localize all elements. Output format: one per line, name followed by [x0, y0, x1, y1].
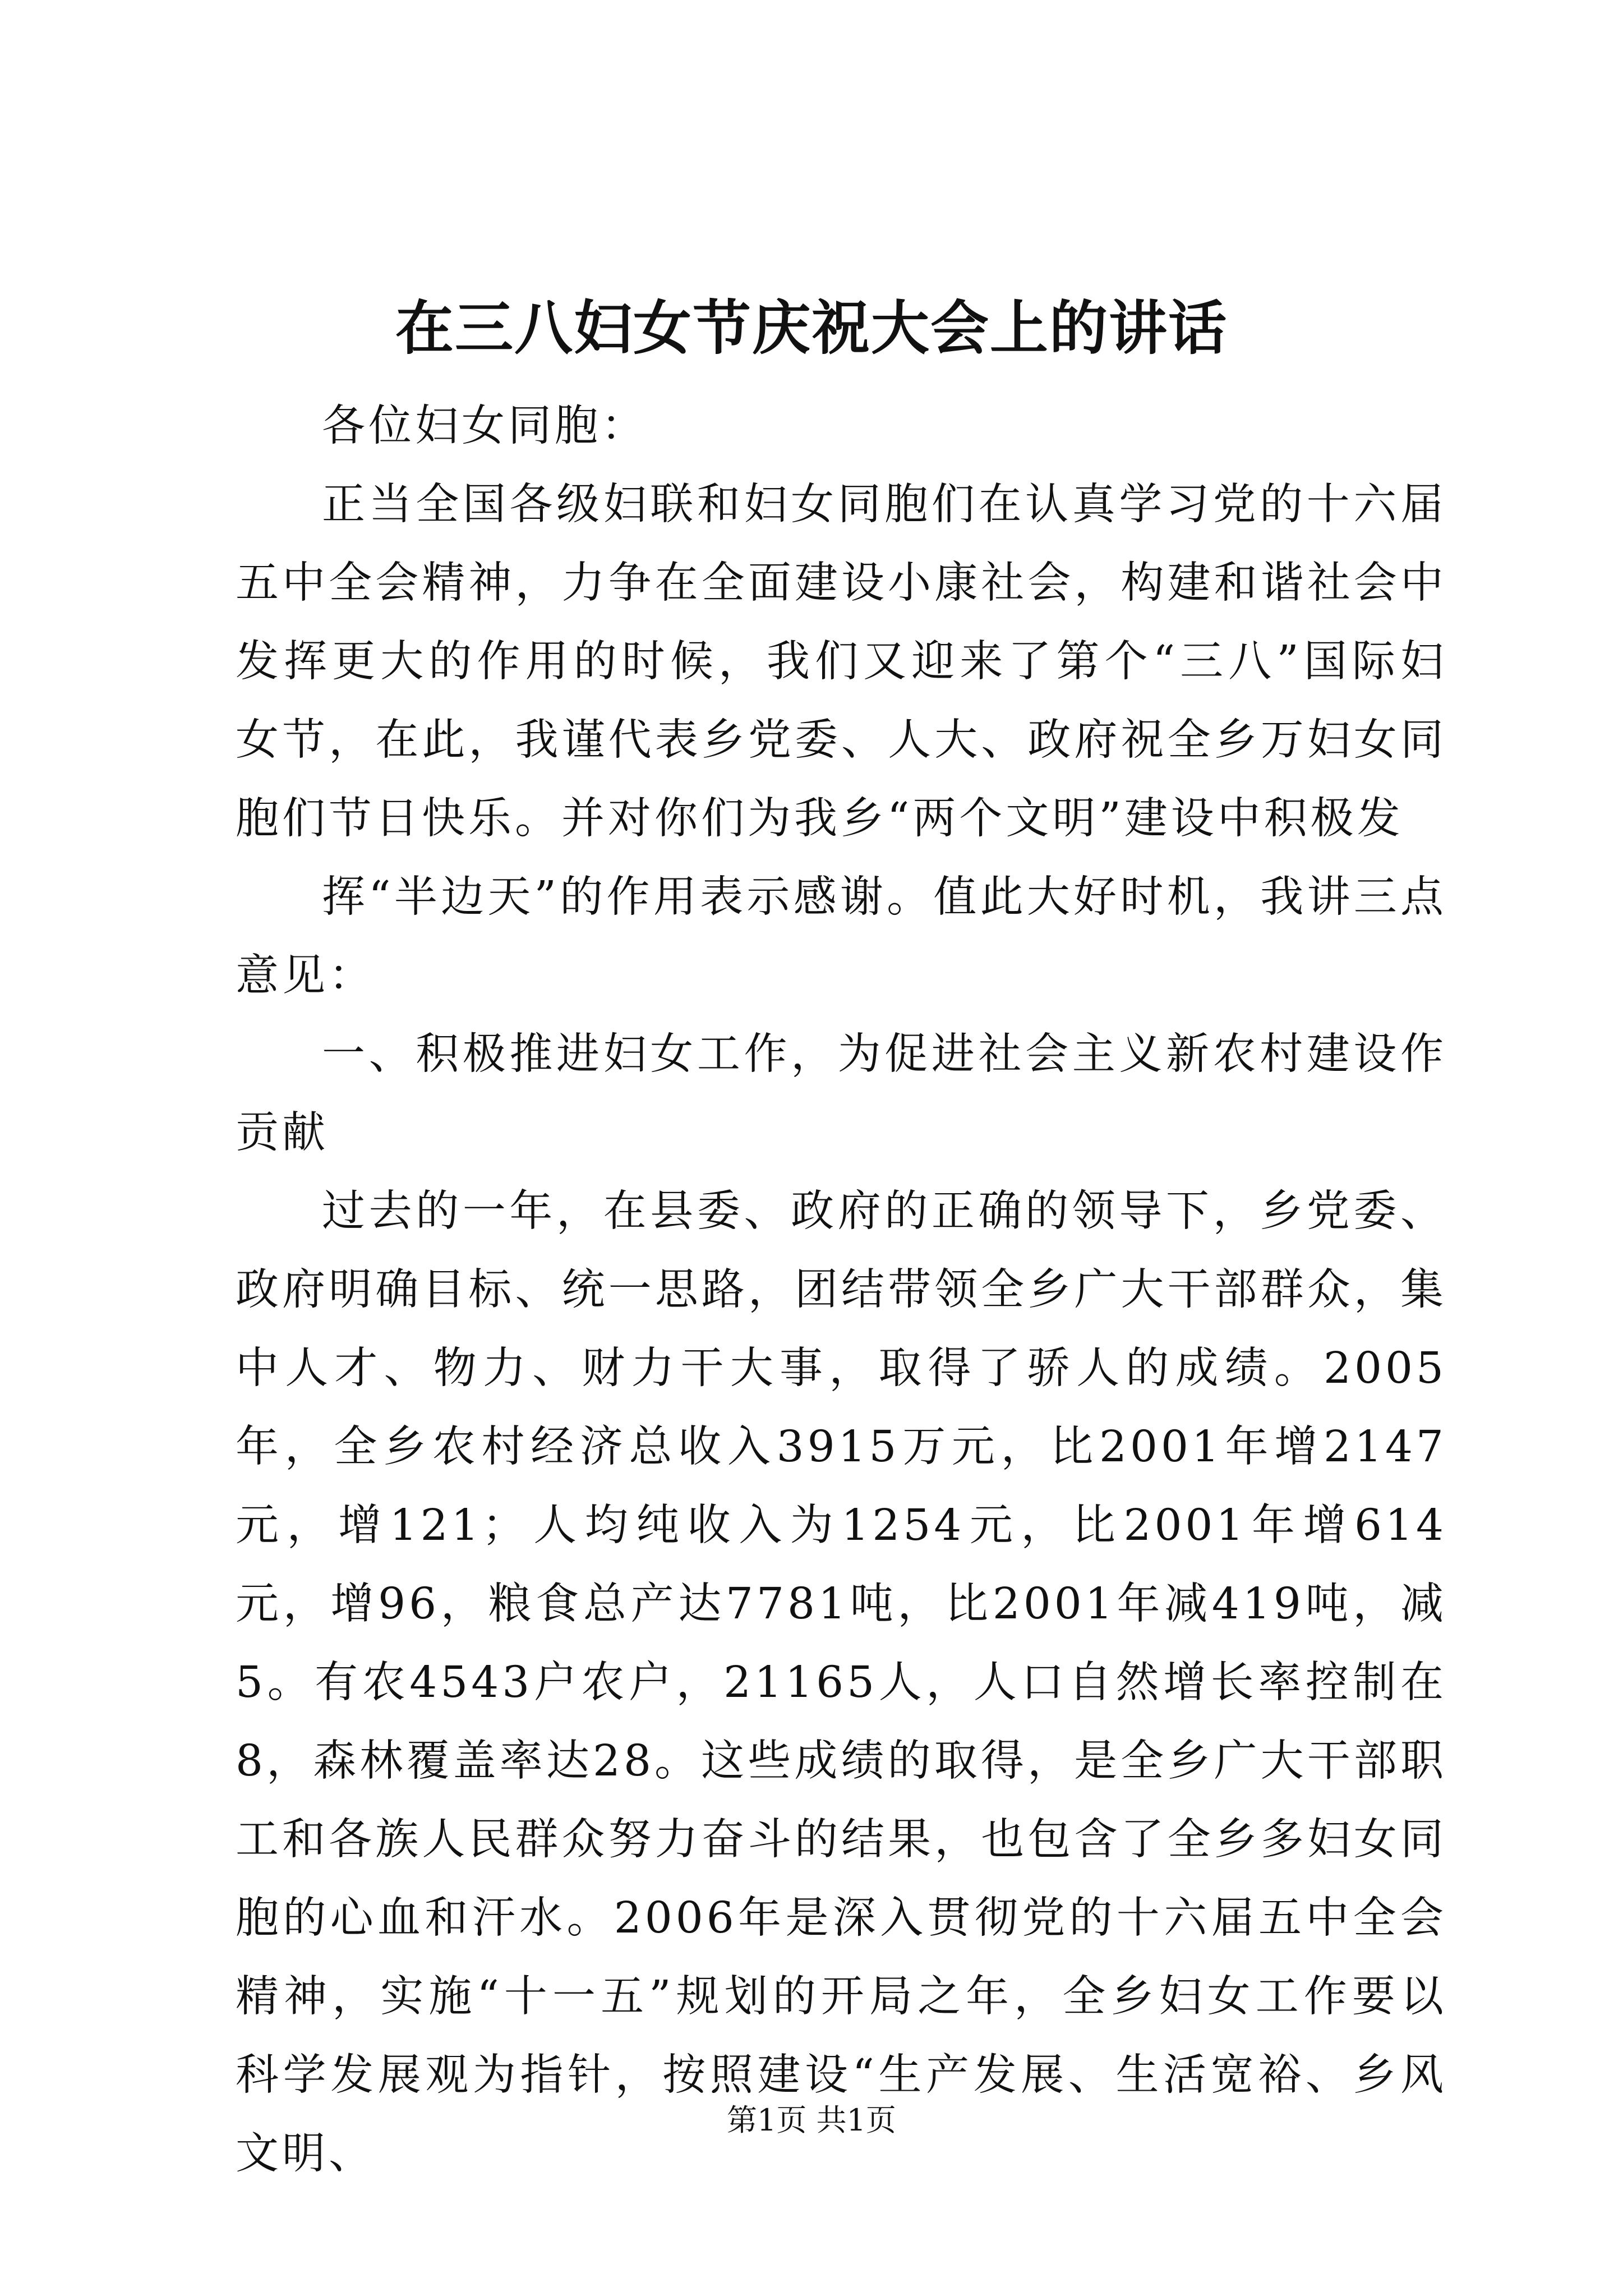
- body-paragraph: 挥“半边天”的作用表示感谢。值此大好时机，我讲三点意见：: [236, 872, 1447, 1001]
- section-heading: 一、积极推进妇女工作，为促进社会主义新农村建设作贡献: [236, 1029, 1447, 1158]
- page-footer: 第1页 共1页: [727, 2102, 896, 2138]
- body-paragraph: 过去的一年，在县委、政府的正确的领导下，乡党委、政府明确目标、统一思路，团结带领全乡广大干部群众，集中人才、物力、财力干大事，取得了骄人的成绩。2005年，全乡农村经济总收入3915万元，比2001年增2147元，增121；人均纯收入为1254元，比2001年增614元，增96，粮食总产达7781吨，比2001年减419吨，减5。有农4543户农户，21165人，人口自然增长率控制在8，森林覆盖率达28。这些成绩的取得，是全乡广大干部职工和各族人民群众努力奋斗的结果，也包含了全乡多妇女同胞的心血和汗水。2006年是深入贯彻党的十六届五中全会精神，实施“十一五”规划的开局之年，全乡妇女工作要以科学发展观为指针，按照建设“生产发展、生活宽裕、乡风文明、: [236, 1186, 1447, 2179]
- document-body: [236, 387, 1447, 2193]
- document-title: 在三八妇女节庆祝大会上的讲话: [395, 293, 1228, 362]
- body-paragraph: 正当全国各级妇联和妇女同胞们在认真学习党的十六届五中全会精神，力争在全面建设小康社会，构建和谐社会中发挥更大的作用的时候，我们又迎来了第个“三八”国际妇女节，在此，我谨代表乡党委、人大、政府祝全乡万妇女同胞们节日快乐。并对你们为我乡“两个文明”建设中积极发: [236, 480, 1447, 844]
- salutation-paragraph: 各位妇女同胞：: [322, 401, 648, 451]
